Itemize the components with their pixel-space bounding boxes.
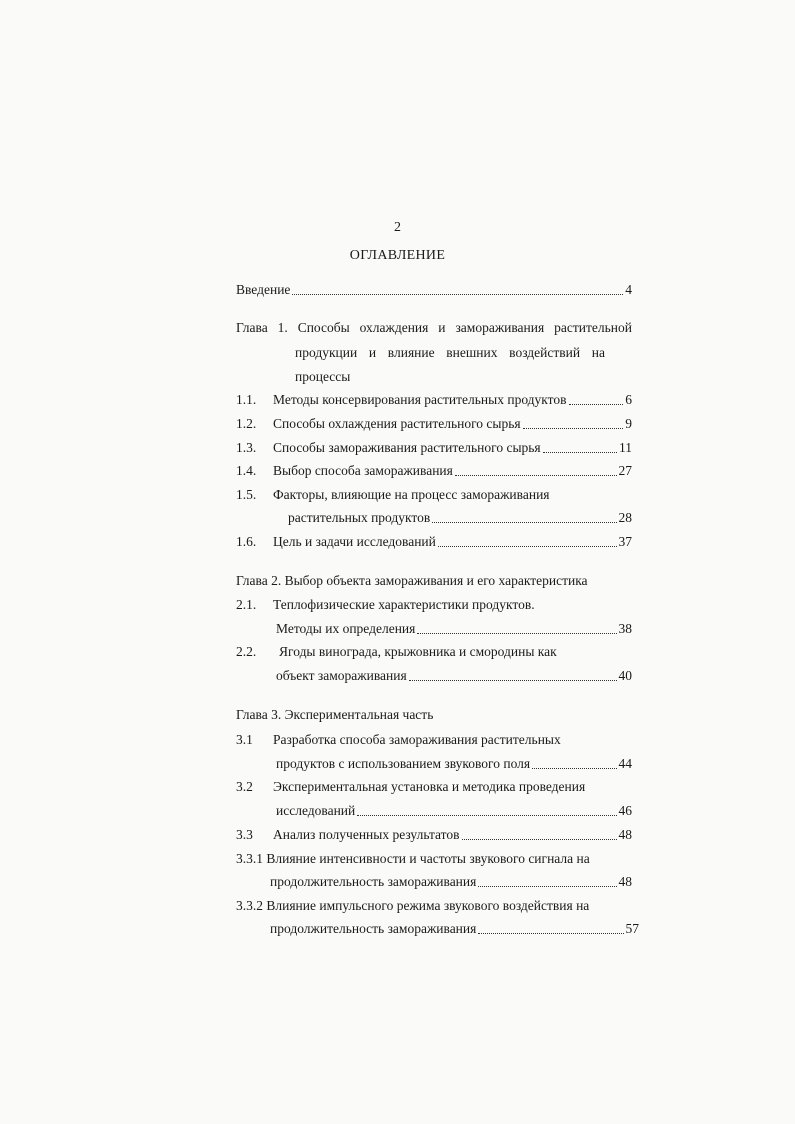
leader-dots: [569, 392, 624, 405]
toc-entry-3-3-2-line1[interactable]: [236, 897, 589, 915]
toc-entry-label: Теплофизические характеристики продуктов.: [273, 597, 535, 612]
toc-entry-3-3-1[interactable]: [270, 873, 632, 891]
leader-dots: [292, 282, 623, 295]
chapter3-heading[interactable]: Глава 3. Экспериментальная часть: [236, 707, 434, 722]
toc-entry-page: 9: [625, 416, 632, 431]
toc-entry-page: 48: [618, 827, 632, 842]
page-number: 2: [394, 220, 401, 235]
toc-entry-label: Выбор способа замораживания: [273, 463, 453, 478]
toc-entry-label-cont: Методы их определения: [276, 621, 416, 636]
leader-dots: [455, 463, 617, 476]
toc-entry-1-1[interactable]: [236, 391, 632, 409]
toc-entry-number: 1.6.: [236, 534, 257, 549]
toc-entry-3-1[interactable]: [276, 755, 632, 773]
toc-entry-label: Влияние импульсного режима звукового воздействия на: [266, 898, 590, 913]
toc-entry-label: Цель и задачи исследований: [273, 534, 436, 549]
toc-entry-label: Введение: [236, 282, 291, 297]
toc-entry-label-cont: исследований: [276, 803, 356, 818]
toc-entry-1-4[interactable]: [236, 462, 632, 480]
toc-entry-page: 4: [625, 282, 632, 297]
toc-entry-label-cont: продолжительность замораживания: [270, 874, 477, 889]
toc-entry-label-cont: объект замораживания: [276, 668, 407, 683]
toc-entry-3-2-line1[interactable]: [236, 778, 585, 796]
leader-dots: [409, 668, 617, 681]
toc-entry-label: Влияние интенсивности и частоты звукового сигнала на: [266, 851, 590, 866]
toc-entry-number: 3.3: [236, 827, 253, 842]
leader-dots: [523, 416, 624, 429]
leader-dots: [462, 827, 617, 840]
toc-entry-label: Факторы, влияющие на процесс замораживания: [273, 487, 550, 502]
toc-entry-label: Разработка способа замораживания растительных: [273, 732, 561, 747]
toc-entry-1-6[interactable]: [236, 533, 632, 551]
chapter2-heading[interactable]: Глава 2. Выбор объекта замораживания и его характеристика: [236, 573, 588, 588]
toc-entry-page: 11: [619, 440, 632, 455]
toc-entry-number: 1.2.: [236, 416, 257, 431]
toc-entry-number: 3.2: [236, 779, 253, 794]
toc-entry-page: 40: [618, 668, 632, 683]
toc-entry-number: 3.1: [236, 732, 253, 747]
toc-entry-label-cont: продуктов с использованием звукового поля: [276, 756, 531, 771]
leader-dots: [478, 921, 623, 934]
toc-entry-number: 3.3.2: [236, 898, 263, 913]
toc-entry-1-3[interactable]: [236, 439, 632, 457]
chapter1-heading-line2: продукции и влияние внешних воздействий на: [295, 345, 605, 360]
toc-title: ОГЛАВЛЕНИЕ: [349, 248, 446, 263]
toc-entry-number: 2.2.: [236, 644, 257, 659]
toc-entry-page: 57: [625, 921, 639, 936]
toc-entry-3-3[interactable]: [236, 826, 632, 844]
toc-entry-page: 38: [618, 621, 632, 636]
toc-entry-1-2[interactable]: [236, 415, 632, 433]
toc-entry-page: 48: [618, 874, 632, 889]
toc-entry-page: 6: [625, 392, 632, 407]
toc-entry-label: Экспериментальная установка и методика проведения: [273, 779, 586, 794]
toc-entry-2-1-line1[interactable]: [236, 596, 535, 614]
toc-entry-label: Способы замораживания растительного сырья: [273, 440, 541, 455]
toc-entry-number: 1.5.: [236, 487, 257, 502]
toc-entry-label: Способы охлаждения растительного сырья: [273, 416, 521, 431]
toc-entry-number: 1.1.: [236, 392, 257, 407]
toc-entry-3-2[interactable]: [276, 802, 632, 820]
toc-entry-label-cont: продолжительность замораживания: [270, 921, 477, 936]
toc-entry-page: 37: [618, 534, 632, 549]
toc-entry-3-1-line1[interactable]: [236, 731, 561, 749]
toc-entry-2-2-line1[interactable]: [236, 643, 557, 661]
toc-entry-label: Ягоды винограда, крыжовника и смородины как: [279, 644, 557, 659]
toc-entry-3-3-2[interactable]: [270, 920, 639, 938]
leader-dots: [543, 440, 617, 453]
toc-entry-3-3-1-line1[interactable]: [236, 850, 590, 868]
leader-dots: [478, 874, 616, 887]
leader-dots: [417, 621, 616, 634]
toc-entry-page: 27: [618, 463, 632, 478]
toc-entry-number: 1.4.: [236, 463, 257, 478]
leader-dots: [532, 756, 616, 769]
leader-dots: [438, 534, 617, 547]
toc-entry-label: Анализ полученных результатов: [273, 827, 460, 842]
chapter1-heading-line3: процессы: [295, 369, 351, 384]
leader-dots: [432, 510, 616, 523]
toc-entry-label: Методы консервирования растительных продуктов: [273, 392, 567, 407]
chapter1-heading-line1[interactable]: Глава 1. Способы охлаждения и замораживания растительной: [236, 320, 632, 335]
toc-entry-page: 28: [618, 510, 632, 525]
toc-entry-label-cont: растительных продуктов: [288, 510, 431, 525]
toc-entry-page: 46: [618, 803, 632, 818]
toc-entry-number: 2.1.: [236, 597, 257, 612]
toc-entry-2-2[interactable]: [276, 667, 632, 685]
toc-entry-1-5-line1[interactable]: [236, 486, 550, 504]
toc-entry-intro[interactable]: [236, 281, 632, 299]
toc-entry-number: 1.3.: [236, 440, 257, 455]
toc-entry-2-1[interactable]: [276, 620, 632, 638]
toc-entry-page: 44: [618, 756, 632, 771]
toc-entry-1-5[interactable]: [288, 509, 632, 527]
leader-dots: [357, 803, 616, 816]
toc-entry-number: 3.3.1: [236, 851, 263, 866]
